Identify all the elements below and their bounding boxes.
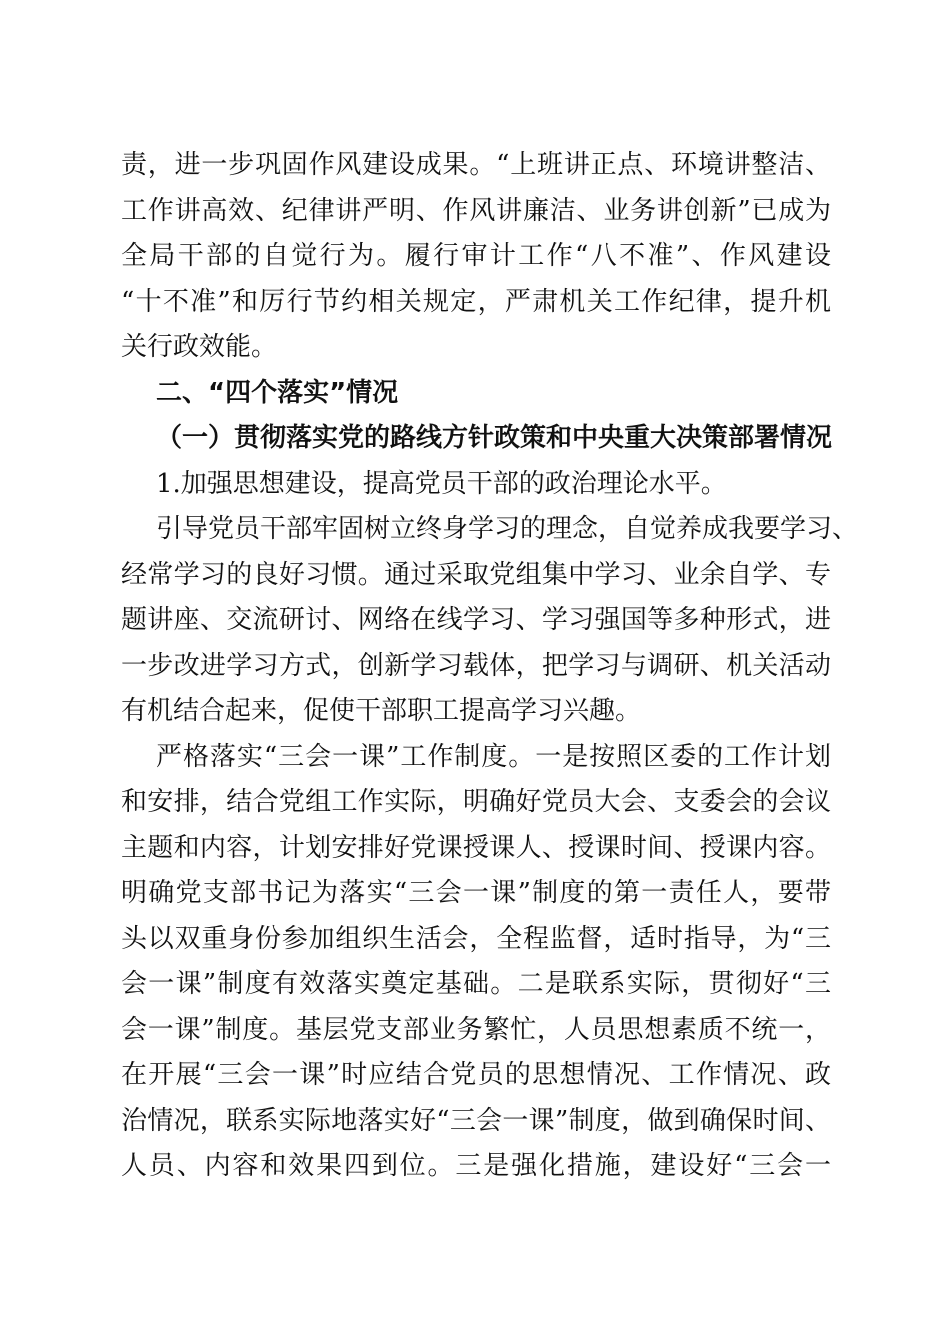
paragraph-line: 明确党支部书记为落实“三会一课”制度的第一责任人，要带 <box>121 878 831 908</box>
paragraph-line: 经常学习的良好习惯。通过采取党组集中学习、业余自学、专 <box>121 560 831 590</box>
paragraph-line: 人员、内容和效果四到位。三是强化措施，建设好“三会一 <box>121 1151 831 1181</box>
paragraph-line: 全局干部的自觉行为。履行审计工作“八不准”、作风建设 <box>121 241 831 271</box>
paragraph-line: 和安排，结合党组工作实际，明确好党员大会、支委会的会议 <box>121 787 831 817</box>
paragraph-line: 会一课”制度有效落实奠定基础。二是联系实际，贯彻好“三 <box>121 969 831 999</box>
paragraph-line: 主题和内容，计划安排好党课授课人、授课时间、授课内容。 <box>121 833 831 863</box>
paragraph-line: 一步改进学习方式，创新学习载体，把学习与调研、机关活动 <box>121 651 831 681</box>
paragraph-line: 关行政效能。 <box>121 332 278 362</box>
item-heading: 1.加强思想建设，提高党员干部的政治理论水平。 <box>156 469 727 499</box>
section-heading: 二、“四个落实”情况 <box>156 378 399 408</box>
paragraph-line: 严格落实“三会一课”工作制度。一是按照区委的工作计划 <box>156 742 831 772</box>
paragraph-line: 责，进一步巩固作风建设成果。“上班讲正点、环境讲整洁、 <box>121 150 831 180</box>
paragraph-line: 在开展“三会一课”时应结合党员的思想情况、工作情况、政 <box>121 1060 831 1090</box>
paragraph-line: 工作讲高效、纪律讲严明、作风讲廉洁、业务讲创新”已成为 <box>121 196 831 226</box>
paragraph-line: 有机结合起来，促使干部职工提高学习兴趣。 <box>121 696 642 726</box>
subsection-heading: （一）贯彻落实党的路线方针政策和中央重大决策部署情况 <box>156 423 833 453</box>
paragraph-line: 会一课”制度。基层党支部业务繁忙，人员思想素质不统一， <box>121 1015 831 1045</box>
paragraph-line: 题讲座、交流研讨、网络在线学习、学习强国等多种形式，进 <box>121 605 831 635</box>
paragraph-line: 头以双重身份参加组织生活会，全程监督，适时指导，为“三 <box>121 924 831 954</box>
paragraph-line: 治情况，联系实际地落实好“三会一课”制度，做到确保时间、 <box>121 1106 831 1136</box>
paragraph-line: “十不准”和厉行节约相关规定，严肃机关工作纪律，提升机 <box>121 287 831 317</box>
paragraph-line: 引导党员干部牢固树立终身学习的理念，自觉养成我要学习、 <box>156 514 859 544</box>
